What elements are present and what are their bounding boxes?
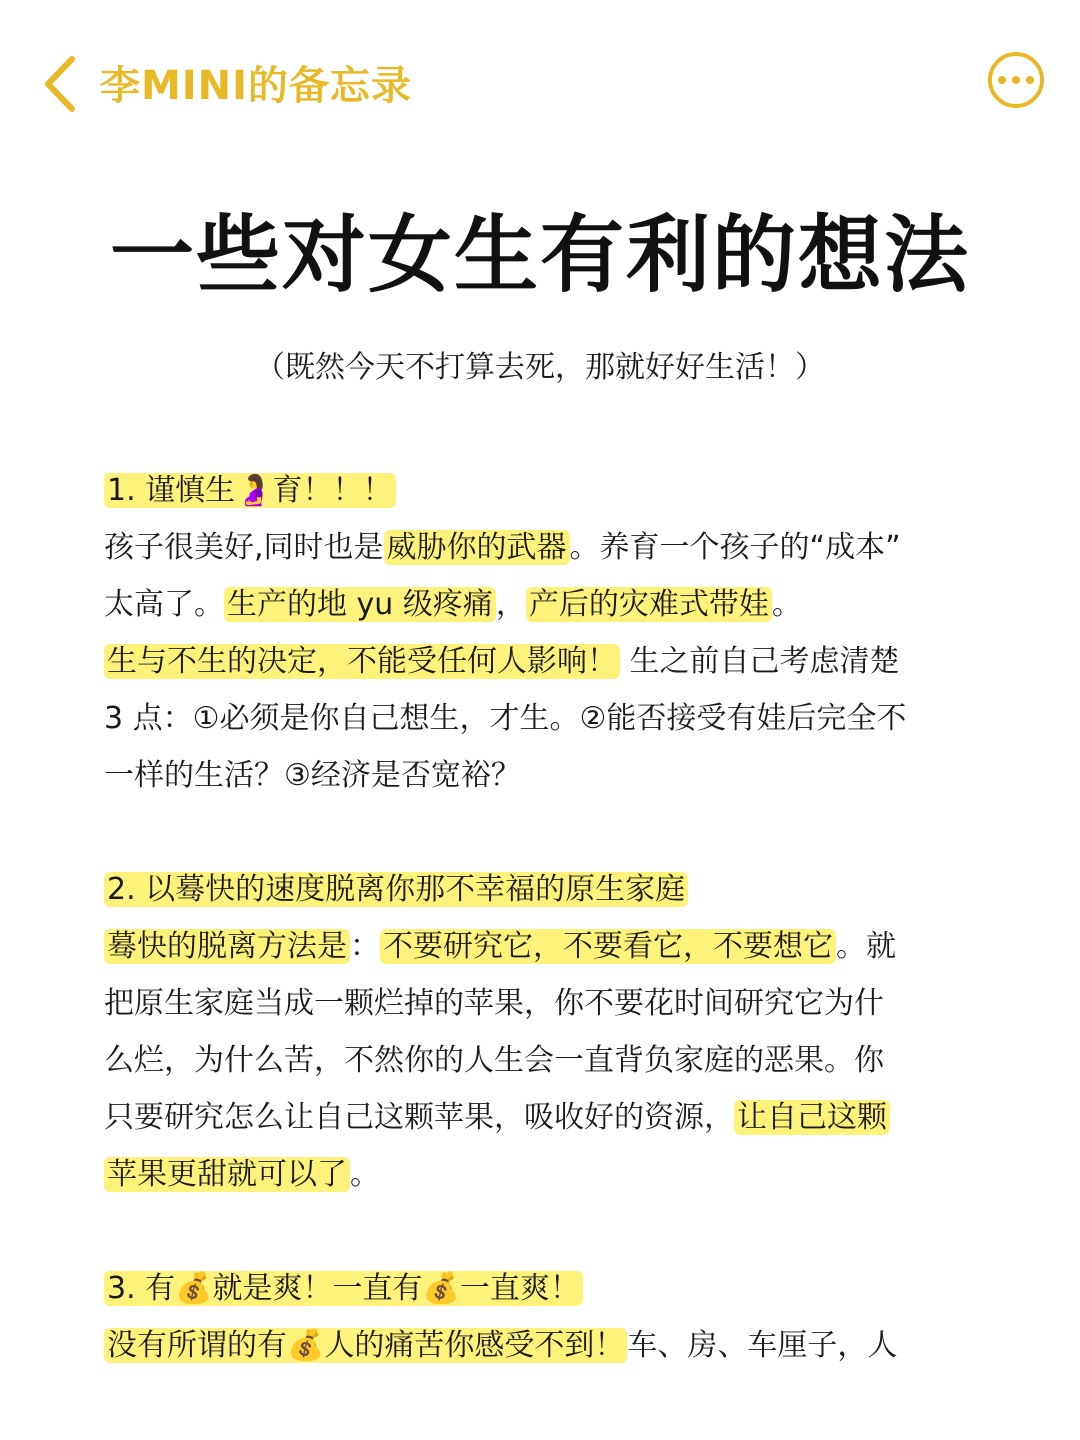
- body-text: 生之前自己考虑清楚: [629, 644, 900, 679]
- body-text: 。: [350, 1157, 380, 1192]
- note-body: [104, 462, 984, 1374]
- page-title: 一些对女生有利的想法: [109, 206, 970, 304]
- more-dot: [1012, 76, 1020, 84]
- heading-text: 一直爽！: [459, 1271, 580, 1306]
- section-heading: [104, 1260, 984, 1317]
- money-bag-icon: 💰: [287, 1328, 325, 1363]
- body-text: 孩子很美好,同时也是: [104, 530, 384, 565]
- back-button[interactable]: [36, 52, 84, 116]
- highlighted-text: 让自己这颗: [734, 1100, 890, 1135]
- body-line: [104, 747, 984, 804]
- nav-bar: [0, 0, 1080, 170]
- highlighted-text: 不要研究它，不要看它，不要想它: [380, 929, 836, 964]
- body-text: 只要研究怎么让自己这颗苹果，吸收好的资源，: [104, 1100, 734, 1135]
- body-text: 。: [771, 587, 802, 622]
- body-line: [104, 918, 984, 975]
- highlighted-text: 生产的地 yu 级疼痛: [224, 587, 496, 622]
- nav-title: 李MINI的备忘录: [100, 63, 413, 109]
- more-horizontal-icon: [998, 76, 1006, 84]
- body-text: 么烂，为什么苦，不然你的人生会一直背负家庭的恶果。你: [104, 1043, 884, 1078]
- body-text: 把原生家庭当成一颗烂掉的苹果，你不要花时间研究它为什: [104, 986, 884, 1021]
- body-line: [104, 519, 984, 576]
- highlighted-text: [104, 1328, 627, 1363]
- body-line: [104, 576, 984, 633]
- section-1: [104, 462, 984, 804]
- highlighted-text: 威胁你的武器: [384, 530, 570, 565]
- section-heading: [104, 861, 984, 918]
- money-bag-icon: 💰: [175, 1271, 213, 1306]
- body-line: [104, 1089, 984, 1146]
- body-text: 。养育一个孩子的“成本”: [569, 530, 901, 565]
- section-2: [104, 861, 984, 1203]
- body-line: [104, 690, 984, 747]
- more-dot: [1026, 76, 1034, 84]
- heading-text: 育！！！: [272, 473, 393, 508]
- body-line: [104, 1146, 984, 1203]
- heading-highlight: [104, 473, 396, 508]
- section-3: [104, 1260, 984, 1374]
- highlighted-text: 产后的灾难式带娃: [526, 587, 772, 622]
- body-text: ，: [495, 587, 526, 622]
- body-text: 没有所谓的有: [107, 1328, 287, 1363]
- body-line: [104, 1032, 984, 1089]
- body-text: 一样的生活？③经济是否宽裕？: [104, 758, 521, 793]
- body-line: [104, 633, 984, 690]
- body-text: 车、房、车厘子，人: [627, 1328, 898, 1363]
- body-text: 人的痛苦你感受不到！: [324, 1328, 625, 1363]
- heading-text: 1. 谨慎生: [107, 473, 236, 508]
- page-subtitle: （既然今天不打算去死，那就好好生活！）: [255, 350, 825, 385]
- body-line: [104, 1317, 984, 1374]
- heading-highlight: 2. 以蓦快的速度脱离你那不幸福的原生家庭: [104, 872, 688, 907]
- chevron-left-icon: [42, 55, 78, 113]
- body-text: 3 点：①必须是你自己想生，才生。②能否接受有娃后完全不: [104, 701, 907, 736]
- heading-highlight: [104, 1271, 583, 1306]
- money-bag-icon: 💰: [422, 1271, 460, 1306]
- heading-text: 3. 有: [107, 1271, 176, 1306]
- body-text: 。就: [836, 929, 896, 964]
- highlighted-text: 苹果更甜就可以了: [104, 1157, 350, 1192]
- more-button[interactable]: [988, 52, 1044, 108]
- heading-text: 就是爽！一直有: [212, 1271, 423, 1306]
- section-heading: [104, 462, 984, 519]
- highlighted-text: 生与不生的决定，不能受任何人影响！: [104, 644, 620, 679]
- pregnant-woman-icon: 🤰: [235, 473, 273, 508]
- body-text: ：: [350, 929, 380, 964]
- body-text: 太高了。: [104, 587, 224, 622]
- body-line: [104, 975, 984, 1032]
- highlighted-text: 蓦快的脱离方法是: [104, 929, 350, 964]
